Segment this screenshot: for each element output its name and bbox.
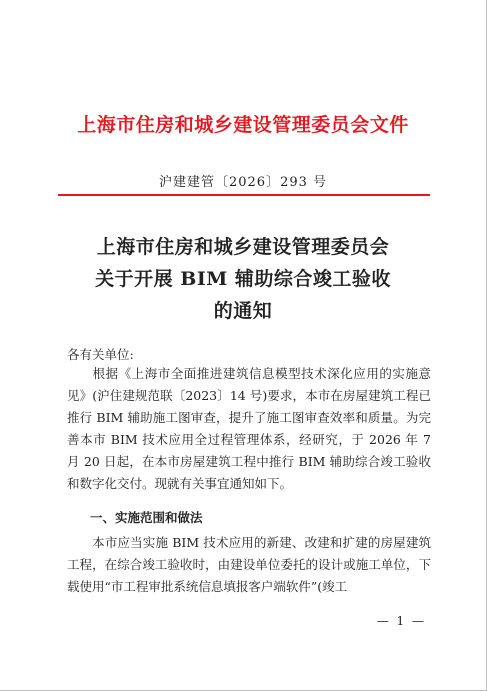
body-paragraph-2-text: 本市应当实施 BIM 技术应用的新建、改建和扩建的房屋建筑工程，在综合竣工验收时，由建设单位委托的设计或施工单位，下载使用“市工程审批系统信息填报客户端软件”(竣工 xyxy=(67,535,431,594)
body-paragraph-1-text: 根据《上海市全面推进建筑信息模型技术深化应用的实施意见》(沪住建规范联〔2023〕14 号)要求，本市在房屋建筑工程已推行 BIM 辅助施工图审查，提升了施工图审查效率和质量。为完善本市 BIM 技术应用全过程管理体系，经研究，于 2026 年 7 月 20 日起，在本市房屋建筑工程中推行 BIM 辅助综合竣工验收和数字化交付。现就有关事宜通知如下。 xyxy=(67,366,431,491)
section-heading-1: 一、实施范围和做法 xyxy=(90,510,203,525)
document-title-line-2: 关于开展 BIM 辅助综合竣工验收 xyxy=(95,268,391,290)
body-paragraph-1 xyxy=(67,363,431,495)
document-title-line-3: 的通知 xyxy=(213,300,273,322)
document-title-line-1: 上海市住房和城乡建设管理委员会 xyxy=(96,236,390,258)
issuer-header: 上海市住房和城乡建设管理委员会文件 xyxy=(77,114,409,136)
page-number: — 1 — xyxy=(376,614,426,628)
document-number: 沪建建管〔2026〕293 号 xyxy=(158,175,328,190)
body-paragraph-2 xyxy=(67,532,431,598)
salutation: 各有关单位: xyxy=(67,347,134,362)
red-separator-line xyxy=(58,194,430,196)
